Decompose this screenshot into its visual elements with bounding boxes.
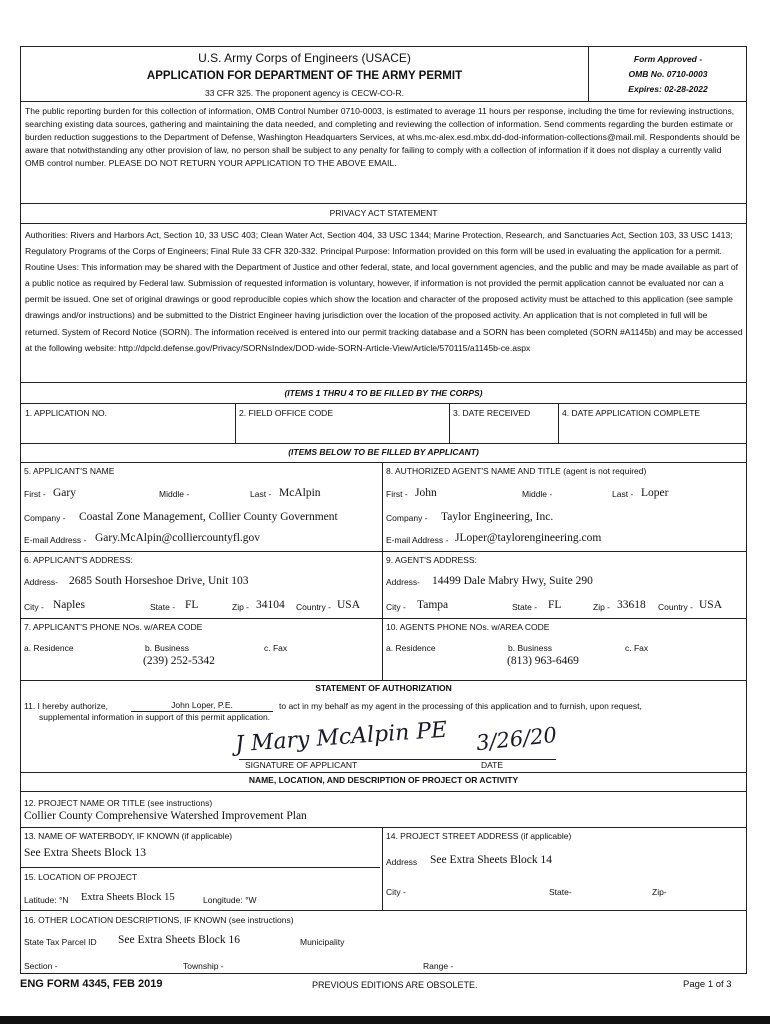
agent-last[interactable]: Loper [641,487,669,499]
applicant-state-label: State - [150,602,176,612]
authorized-agent-name[interactable]: John Loper, P.E. [131,700,273,712]
applicant-last[interactable]: McAlpin [279,487,321,499]
privacy-heading: PRIVACY ACT STATEMENT [329,208,438,218]
page-number: Page 1 of 3 [683,979,732,990]
applicant-state[interactable]: FL [185,599,199,611]
other-location-label: 16. OTHER LOCATION DESCRIPTIONS, IF KNOWN (see instructions) [24,915,294,925]
omb-number: OMB No. 0710-0003 [628,69,708,79]
applicant-company-label: Company - [24,513,66,523]
applicant-business-label: b. Business [145,643,189,653]
longitude-label: Longitude: °W [203,895,257,905]
obsolete-notice: PREVIOUS EDITIONS ARE OBSOLETE. [312,980,478,990]
agent-zip[interactable]: 33618 [617,599,646,611]
form-title: APPLICATION FOR DEPARTMENT OF THE ARMY PERMIT [146,70,463,82]
form-approved: Form Approved - [633,54,703,64]
project-city-label: City - [386,887,406,897]
agent-company[interactable]: Taylor Engineering, Inc. [441,511,554,523]
waterbody-label: 13. NAME OF WATERBODY, IF KNOWN (if applicable) [24,831,233,841]
signature-date[interactable]: 3/26/20 [474,722,559,756]
agent-business-phone[interactable]: (813) 963-6469 [507,655,579,667]
project-heading: NAME, LOCATION, AND DESCRIPTION OF PROJECT OR ACTIVITY [248,775,519,785]
scan-edge [0,1016,770,1024]
applicant-name-label: 5. APPLICANT'S NAME [24,466,115,476]
agent-zip-label: Zip - [593,602,610,612]
applicant-city-label: City - [24,602,44,612]
municipality-label: Municipality [300,937,345,947]
latitude-value[interactable]: Extra Sheets Block 15 [81,892,175,903]
form-cfr: 33 CFR 325. The proponent agency is CECW-CO-R. [204,88,405,98]
applicant-country-label: Country - [296,602,331,612]
authorization-line1-end: to act in my behalf as my agent in the processing of this application and to furnish, upon request, [279,701,642,711]
agent-state-label: State - [512,602,538,612]
privacy-statement: Authorities: Rivers and Harbors Act, Section 10, 33 USC 403; Clean Water Act, Section 404, 33 USC 1344; Marine Protection, Research, and Sanctuaries Act, Section 103, 33 USC 1413; Regulatory Programs of the Corps of Engineers; Final Rule 33 CFR 320-332. Principal Purpose: Information provided on this form will be used in evaluating the application for a permit. Routine Uses: This information may be shared with the Department of Justice and other federal, state, and local government agencies, and the public and may be made available as part of a public notice as required by Federal law. Submission of requested information is voluntary, however, if information is not provided the permit application cannot be evaluated nor can a permit be issued. One set of original drawings or good reproducible copies which show the location and character of the proposed activity must be attached to this application (see sample drawings and/or instructions) and be submitted to the District Engineer having jurisdiction over the location of the proposed activity. An application that is not completed in full will be returned. System of Record Notice (SORN). The information received is entered into our permit tracking database and a SORN has been completed (SORN #A1145b) and may be accessed at the following website: http://dpcld.defense.gov/Privacy/SORNsIndex/DOD-wide-SORN-Article-View/Article/570115/a1145b-ce.aspx [25,230,743,353]
project-state-label: State- [549,887,572,897]
applicant-zip-label: Zip - [232,602,249,612]
agent-first[interactable]: John [415,487,437,499]
agent-last-label: Last - [612,489,634,499]
agent-middle-label: Middle - [522,489,553,499]
project-name[interactable]: Collier County Comprehensive Watershed Improvement Plan [24,810,307,822]
applicant-street[interactable]: 2685 South Horseshoe Drive, Unit 103 [69,575,249,587]
agent-country[interactable]: USA [699,599,723,611]
applicant-email[interactable]: Gary.McAlpin@colliercountyfl.gov [95,532,261,544]
project-zip-label: Zip- [652,887,667,897]
project-address[interactable]: See Extra Sheets Block 14 [430,854,553,866]
agent-first-label: First - [386,489,408,499]
applicant-country[interactable]: USA [337,599,361,611]
corps-heading: (ITEMS 1 THRU 4 TO BE FILLED BY THE CORPS) [284,388,483,398]
section-label: Section - [24,961,58,971]
applicant-signature[interactable]: J Mary McAlpin PE [234,717,448,758]
signature-label: SIGNATURE OF APPLICANT [245,760,358,770]
applicant-address-label: 6. APPLICANT'S ADDRESS: [24,555,133,565]
applicant-fax-label: c. Fax [264,643,288,653]
applicant-business-phone[interactable]: (239) 252-5342 [143,655,215,667]
agency-name: U.S. Army Corps of Engineers (USACE) [198,51,411,65]
agent-street-label: Address- [386,577,421,587]
applicant-email-label: E-mail Address - [24,535,87,545]
form-id: ENG FORM 4345, FEB 2019 [20,978,163,990]
project-name-label: 12. PROJECT NAME OR TITLE (see instructions) [24,798,213,808]
applicant-first[interactable]: Gary [53,487,76,499]
project-location-label: 15. LOCATION OF PROJECT [24,872,138,882]
agent-fax-label: c. Fax [625,643,649,653]
agent-street[interactable]: 14499 Dale Mabry Hwy, Suite 290 [432,575,593,587]
latitude-label: Latitude: °N [24,895,69,905]
waterbody-name[interactable]: See Extra Sheets Block 13 [24,847,147,859]
applicant-company[interactable]: Coastal Zone Management, Collier County Government [79,511,338,523]
authorization-line1-start: 11. I hereby authorize, [24,701,108,711]
agent-state[interactable]: FL [548,599,562,611]
date-label: DATE [481,760,504,770]
agent-company-label: Company - [386,513,428,523]
date-received-label: 3. DATE RECEIVED [453,408,531,418]
applicant-street-label: Address- [24,577,59,587]
agent-email[interactable]: JLoper@taylorengineering.com [455,532,602,544]
agent-city-label: City - [386,602,406,612]
agent-business-label: b. Business [508,643,552,653]
project-address-label: Address [386,857,418,867]
expiration-date: Expires: 02-28-2022 [628,84,708,94]
date-complete-label: 4. DATE APPLICATION COMPLETE [562,408,701,418]
applicant-city[interactable]: Naples [53,599,85,611]
applicant-phone-label: 7. APPLICANT'S PHONE NOs. w/AREA CODE [24,622,203,632]
township-label: Township - [183,961,224,971]
agent-residence-label: a. Residence [386,643,436,653]
permit-form [20,46,747,974]
applicant-zip[interactable]: 34104 [256,599,285,611]
authorization-line2: supplemental information in support of this permit application. [39,712,271,722]
tax-parcel-label: State Tax Parcel ID [24,937,97,947]
applicant-middle-label: Middle - [159,489,190,499]
agent-email-label: E-mail Address - [386,535,449,545]
authorization-heading: STATEMENT OF AUTHORIZATION [315,683,452,693]
agent-name-label: 8. AUTHORIZED AGENT'S NAME AND TITLE (agent is not required) [386,466,647,476]
agent-city[interactable]: Tampa [417,599,449,611]
range-label: Range - [423,961,454,971]
agent-phone-label: 10. AGENTS PHONE NOs. w/AREA CODE [386,622,550,632]
applicant-first-label: First - [24,489,46,499]
tax-parcel-id[interactable]: See Extra Sheets Block 16 [118,934,241,946]
agent-address-label: 9. AGENT'S ADDRESS: [386,555,477,565]
application-no-label: 1. APPLICATION NO. [25,408,108,418]
street-address-label: 14. PROJECT STREET ADDRESS (if applicable) [386,831,572,841]
field-office-code-label: 2. FIELD OFFICE CODE [239,408,333,418]
applicant-residence-label: a. Residence [24,643,74,653]
applicant-heading: (ITEMS BELOW TO BE FILLED BY APPLICANT) [288,447,479,457]
burden-statement: The public reporting burden for this collection of information, OMB Control Number 0710-0003, is estimated to average 11 hours per response, including the time for reviewing instructions, searching existing data sources, gathering and maintaining the data needed, and completing and reviewing the collection of information. Send comments regarding the burden estimate or burden reduction suggestions to the Department of Defense, Washington Headquarters Services, at whs.mc-alex.esd.mbx.dd-dod-information-collections@mail.mil. Respondents should be aware that notwithstanding any other provision of law, no person shall be subject to any penalty for failing to comply with a collection of information if it does not display a currently valid OMB control number. PLEASE DO NOT RETURN YOUR APPLICATION TO THE ABOVE EMAIL. [25,106,740,168]
applicant-last-label: Last - [250,489,272,499]
agent-country-label: Country - [658,602,693,612]
